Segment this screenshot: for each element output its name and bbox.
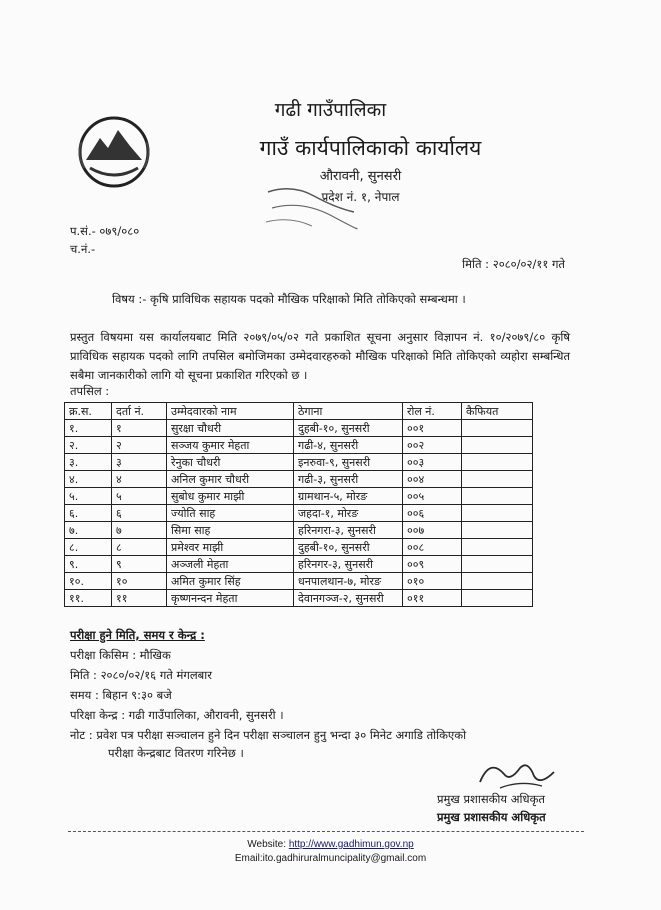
table-cell: प्रमेश्वर माझी <box>167 539 294 556</box>
table-cell: ००६ <box>403 505 462 522</box>
table-cell: ८ <box>112 539 167 556</box>
table-header-row <box>65 403 533 420</box>
table-cell: सञ्जय कुमार मेहता <box>167 437 294 454</box>
table-cell: १ <box>112 420 167 437</box>
table-cell: ५. <box>65 488 112 505</box>
table-cell <box>462 539 533 556</box>
table-cell: ००१ <box>403 420 462 437</box>
table-row <box>65 454 533 471</box>
table-cell <box>462 437 533 454</box>
table-row <box>65 539 533 556</box>
table-cell: ४. <box>65 471 112 488</box>
table-cell: अमित कुमार सिंह <box>167 573 294 590</box>
signatory-title: प्रमुख प्रशासकीय अधिकृत <box>437 792 545 806</box>
signatory-stamp: प्रमुख प्रशासकीय अधिकृत <box>437 810 546 824</box>
table-cell <box>462 471 533 488</box>
exam-note: नोट : प्रवेश पत्र परीक्षा सञ्चालन हुने दिन परीक्षा सञ्चालन हुनु भन्दा ३० मिनेट अगाडि तोकिएको <box>70 728 467 742</box>
table-cell <box>462 420 533 437</box>
email-address[interactable]: ito.gadhiruralmuncipality@gmail.com <box>262 853 427 864</box>
table-cell <box>462 488 533 505</box>
table-cell: इनरुवा-९, सुनसरी <box>294 454 403 471</box>
table-cell: गढी-३, सुनसरी <box>294 471 403 488</box>
table-cell: हरिनगर-३, सुनसरी <box>294 556 403 573</box>
email-label: Email: <box>234 853 263 864</box>
table-cell: ९ <box>112 556 167 573</box>
table-cell: ग्रामथान-५, मोरङ <box>294 488 403 505</box>
table-cell: ८. <box>65 539 112 556</box>
table-cell: ००५ <box>403 488 462 505</box>
table-cell: ११. <box>65 590 112 607</box>
table-cell: जहदा-१, मोरङ <box>294 505 403 522</box>
table-cell <box>462 454 533 471</box>
exam-heading: परीक्षा हुने मिति, समय र केन्द्र : <box>70 628 205 642</box>
table-cell: ६ <box>112 505 167 522</box>
header-roll: रोल नं. <box>403 403 462 420</box>
table-cell: रेनुका चौधरी <box>167 454 294 471</box>
table-row <box>65 556 533 573</box>
table-cell <box>462 590 533 607</box>
office-stamp <box>262 182 358 234</box>
table-cell: ३. <box>65 454 112 471</box>
website-link[interactable]: http://www.gadhimun.gov.np <box>288 839 414 850</box>
header-name: उम्मेदवारको नाम <box>167 403 294 420</box>
header-address: ठेगाना <box>294 403 403 420</box>
table-label: तपसिल : <box>70 384 110 398</box>
table-row <box>65 471 533 488</box>
exam-time: समय : बिहान ९:३० बजे <box>70 688 172 702</box>
table-cell: ज्योति साह <box>167 505 294 522</box>
table-cell: सुबोध कुमार माझी <box>167 488 294 505</box>
header-remarks: कैफियत <box>462 403 533 420</box>
table-cell <box>462 522 533 539</box>
table-cell: ७ <box>112 522 167 539</box>
table-cell: ००२ <box>403 437 462 454</box>
exam-note-continued: परीक्षा केन्द्रबाट वितरण गरिनेछ । <box>108 746 244 760</box>
table-cell: ०१० <box>403 573 462 590</box>
table-cell: ००७ <box>403 522 462 539</box>
table-cell: १. <box>65 420 112 437</box>
table-cell: ६. <box>65 505 112 522</box>
footer-website <box>0 839 661 850</box>
office-name: गाउँ कार्यपालिकाको कार्यालय <box>259 136 482 160</box>
table-row <box>65 590 533 607</box>
header-serial: क्र.स. <box>65 403 112 420</box>
reference-number: प.सं.- ०७९/०८० <box>70 224 140 238</box>
table-cell: सिमा साह <box>167 522 294 539</box>
table-row <box>65 437 533 454</box>
exam-date: मिति : २०८०/०२/१६ गते मंगलबार <box>70 668 212 682</box>
table-cell: ००३ <box>403 454 462 471</box>
subject-line: विषय :- कृषि प्राविधिक सहायक पदको मौखिक परिक्षाको मिति तोकिएको सम्बन्धमा । <box>112 292 466 306</box>
letter-date: मिति : २०८०/०२/११ गते <box>462 257 565 271</box>
office-country: प्रदेश नं. १, नेपाल <box>321 190 400 204</box>
table-cell: ००९ <box>403 556 462 573</box>
table-row <box>65 573 533 590</box>
header-registration: दर्ता नं. <box>112 403 167 420</box>
table-cell: दुहबी-१०, सुनसरी <box>294 420 403 437</box>
exam-type: परीक्षा किसिम : मौखिक <box>70 648 171 662</box>
body-paragraph: प्रस्तुत विषयमा यस कार्यालयबाट मिति २०७९/०५/०२ गते प्रकाशित सूचना अनुसार विज्ञापन नं. १०/२०७९/८० कृषि प्राविधिक सहायक पदको लागि तपसिल बमोजिमका उम्मेदवारहरुको मौखिक परिक्षाको मिति तोकिएको व्यहोरा सम्बन्धित सबैमा जानकारीको लागि यो सूचना प्रकाशित गरिएको छ । <box>70 330 570 382</box>
candidates-table <box>64 402 533 607</box>
table-cell: अनिल कुमार चौधरी <box>167 471 294 488</box>
table-cell: ४ <box>112 471 167 488</box>
table-row <box>65 522 533 539</box>
table-cell: ००८ <box>403 539 462 556</box>
table-cell: ५ <box>112 488 167 505</box>
table-cell: सुरक्षा चौधरी <box>167 420 294 437</box>
table-cell: कृष्णनन्दन मेहता <box>167 590 294 607</box>
table-cell: ११ <box>112 590 167 607</box>
table-cell: अञ्जली मेहता <box>167 556 294 573</box>
table-cell: ००४ <box>403 471 462 488</box>
table-cell: ९. <box>65 556 112 573</box>
exam-center: परिक्षा केन्द्र : गढी गाउँपालिका, औरावनी, सुनसरी । <box>70 708 284 722</box>
office-address: औरावनी, सुनसरी <box>319 169 402 184</box>
footer-divider <box>68 831 584 832</box>
website-label: Website: <box>247 839 287 850</box>
dispatch-number: च.नं.- <box>70 242 96 256</box>
footer-email <box>0 853 661 864</box>
table-row <box>65 420 533 437</box>
table-cell: १० <box>112 573 167 590</box>
table-cell: धनपालथान-७, मोरङ <box>294 573 403 590</box>
table-cell: १०. <box>65 573 112 590</box>
table-cell: ३ <box>112 454 167 471</box>
table-cell: ०११ <box>403 590 462 607</box>
table-cell: ७. <box>65 522 112 539</box>
table-cell <box>462 505 533 522</box>
municipality-name: गढी गाउँपालिका <box>274 99 387 121</box>
table-cell <box>462 573 533 590</box>
table-cell: देवानगञ्ज-२, सुनसरी <box>294 590 403 607</box>
table-cell: २ <box>112 437 167 454</box>
table-cell: गढी-४, सुनसरी <box>294 437 403 454</box>
table-cell <box>462 556 533 573</box>
table-cell: दुहबी-१०, सुनसरी <box>294 539 403 556</box>
table-row <box>65 505 533 522</box>
table-row <box>65 488 533 505</box>
table-cell: २. <box>65 437 112 454</box>
table-cell: हरिनगरा-३, सुनसरी <box>294 522 403 539</box>
